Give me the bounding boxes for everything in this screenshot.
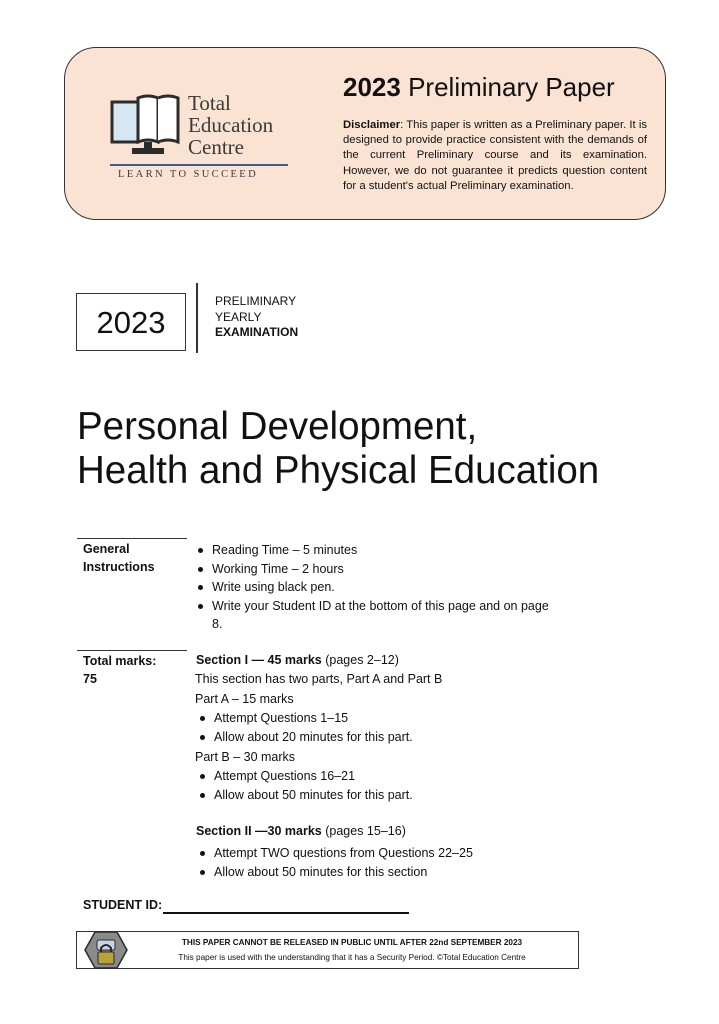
exam-label — [215, 294, 298, 341]
section-2-title: Section II —30 marks — [196, 824, 322, 838]
paper-title — [343, 72, 615, 103]
section-2-list — [197, 844, 577, 881]
paper-year: 2023 — [343, 72, 401, 102]
list-item: Allow about 50 minutes for this section — [197, 863, 577, 882]
logo-line-2: Education — [188, 113, 274, 137]
section-2-pages: (pages 15–16) — [321, 824, 406, 838]
general-instructions-label-line-1: General — [83, 542, 130, 556]
book-monitor-icon — [108, 92, 188, 164]
list-item: Attempt Questions 16–21 — [197, 767, 557, 786]
exam-label-line-1: PRELIMINARY — [215, 294, 297, 308]
logo — [108, 92, 293, 184]
footer-line-1: THIS PAPER CANNOT BE RELEASED IN PUBLIC UNTIL AFTER 22nd SEPTEMBER 2023 — [181, 938, 523, 947]
logo-text — [188, 92, 273, 158]
subject-title-line-2: Health and Physical Education — [77, 449, 600, 492]
list-item: Working Time – 2 hours — [195, 560, 555, 579]
total-marks-label-line-1: Total marks: — [83, 654, 157, 668]
part-a-list — [197, 709, 557, 746]
exam-year-box: 2023 — [76, 293, 186, 351]
list-item: Allow about 20 minutes for this part. — [197, 728, 557, 747]
list-item: Attempt Questions 1–15 — [197, 709, 557, 728]
padlock-icon — [83, 930, 129, 970]
footer-box — [76, 931, 579, 969]
logo-rule — [110, 164, 288, 166]
exam-divider — [196, 283, 198, 353]
section-2-heading — [196, 822, 406, 841]
section-1-intro: This section has two parts, Part A and Part B — [195, 672, 443, 686]
logo-tagline: LEARN TO SUCCEED — [118, 169, 259, 180]
disclaimer-label: Disclaimer — [343, 119, 401, 131]
general-instructions-label-line-2: Instructions — [83, 560, 155, 574]
exam-label-line-3: EXAMINATION — [215, 325, 299, 339]
footer-line-2: This paper is used with the understanding that it has a Security Period. ©Total Education Centre — [178, 953, 526, 962]
student-id-label: STUDENT ID: — [83, 898, 163, 912]
section-1-title: Section I — 45 marks — [196, 653, 322, 667]
list-item: Write your Student ID at the bottom of this page and on page 8. — [195, 597, 555, 634]
section-1-heading — [196, 651, 399, 670]
disclaimer-text: : This paper is written as a Preliminary paper. It is designed to provide practice consistent with the demands of the current Preliminary course and its examination. However, we do not guarantee it predicts question content for a student's actual Preliminary examination. — [343, 119, 647, 192]
total-marks-label — [83, 652, 156, 688]
part-b-list — [197, 767, 557, 804]
list-item: Allow about 50 minutes for this part. — [197, 786, 557, 805]
list-item: Write using black pen. — [195, 578, 555, 597]
logo-line-1: Total — [188, 91, 231, 115]
section-1-pages: (pages 2–12) — [321, 653, 399, 667]
total-marks-label-line-2: 75 — [83, 672, 97, 686]
total-marks-rule — [77, 650, 187, 651]
subject-title-line-1: Personal Development, — [77, 405, 478, 448]
part-a-title: Part A – 15 marks — [195, 692, 294, 706]
student-id-field[interactable] — [163, 912, 409, 914]
part-b-title: Part B – 30 marks — [195, 750, 296, 764]
list-item: Reading Time – 5 minutes — [195, 541, 555, 560]
general-instructions-label — [83, 540, 155, 576]
general-instructions-rule — [77, 538, 187, 539]
paper-title-text: Preliminary Paper — [408, 72, 615, 102]
logo-line-3: Centre — [188, 135, 244, 159]
list-item: Attempt TWO questions from Questions 22–25 — [197, 844, 577, 863]
disclaimer — [343, 118, 647, 194]
general-instructions-list — [195, 541, 555, 634]
subject-title — [77, 405, 599, 493]
exam-label-line-2: YEARLY — [215, 309, 262, 324]
